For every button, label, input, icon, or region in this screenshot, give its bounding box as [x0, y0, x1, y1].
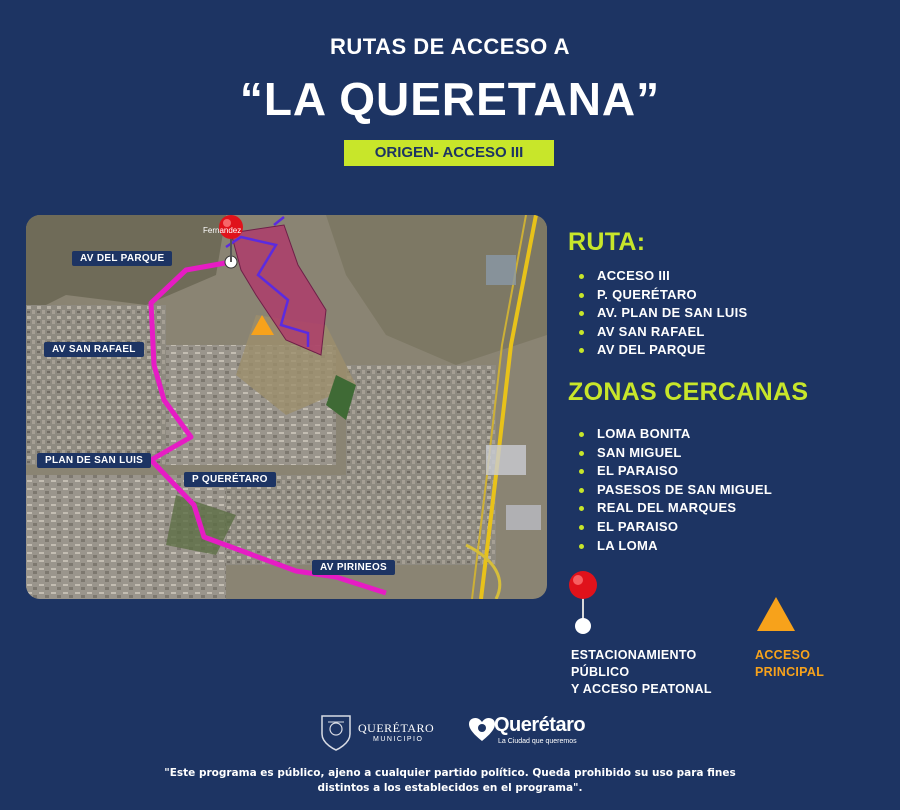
- ruta-title: RUTA:: [568, 228, 646, 256]
- street-label-parque: AV DEL PARQUE: [72, 251, 172, 266]
- queretaro-brand-logo: Querétaro La Ciudad que queremos: [468, 714, 598, 750]
- list-item: AV. PLAN DE SAN LUIS: [575, 304, 747, 323]
- route-map[interactable]: [26, 215, 547, 599]
- list-item: AV SAN RAFAEL: [575, 323, 747, 342]
- legend-parking: ESTACIONAMIENTO PÚBLICO Y ACCESO PEATONAL: [571, 648, 712, 696]
- list-item: PASESOS DE SAN MIGUEL: [575, 481, 772, 500]
- page-title: “LA QUERETANA”: [239, 73, 661, 125]
- place-fragment: Fernandez: [203, 226, 242, 235]
- origin-badge: ORIGEN- ACCESO III: [344, 140, 554, 166]
- list-item: LOMA BONITA: [575, 425, 772, 444]
- list-item: AV DEL PARQUE: [575, 341, 747, 360]
- list-item: REAL DEL MARQUES: [575, 499, 772, 518]
- ruta-list: [575, 267, 747, 360]
- list-item: EL PARAISO: [575, 462, 772, 481]
- zonas-list: [575, 425, 772, 555]
- triangle-icon: [755, 595, 797, 633]
- list-item: P. QUERÉTARO: [575, 286, 747, 305]
- list-item: SAN MIGUEL: [575, 444, 772, 463]
- street-label-san-rafael: AV SAN RAFAEL: [44, 342, 144, 357]
- list-item: EL PARAISO: [575, 518, 772, 537]
- legend-access: ACCESO PRINCIPAL: [755, 648, 825, 679]
- street-label-queretaro: P QUERÉTARO: [184, 472, 276, 487]
- heart-icon: [468, 717, 496, 743]
- municipio-logo: QUERÉTARO MUNICIPIO: [318, 712, 438, 752]
- satellite-map: [26, 215, 547, 599]
- list-item: LA LOMA: [575, 537, 772, 556]
- list-item: ACCESO III: [575, 267, 747, 286]
- crest-icon: [318, 712, 354, 752]
- street-label-pirineos: AV PIRINEOS: [312, 560, 395, 575]
- street-label-plan-san-luis: PLAN DE SAN LUIS: [37, 453, 151, 468]
- disclaimer: "Este programa es público, ajeno a cualquier partido político. Queda prohibido su uso para fines distintos a los establecidos en el programa".: [164, 767, 736, 794]
- zonas-title: ZONAS CERCANAS: [568, 378, 809, 406]
- map-pin-icon: [568, 570, 608, 636]
- title-top: RUTAS DE ACCESO A: [330, 34, 570, 59]
